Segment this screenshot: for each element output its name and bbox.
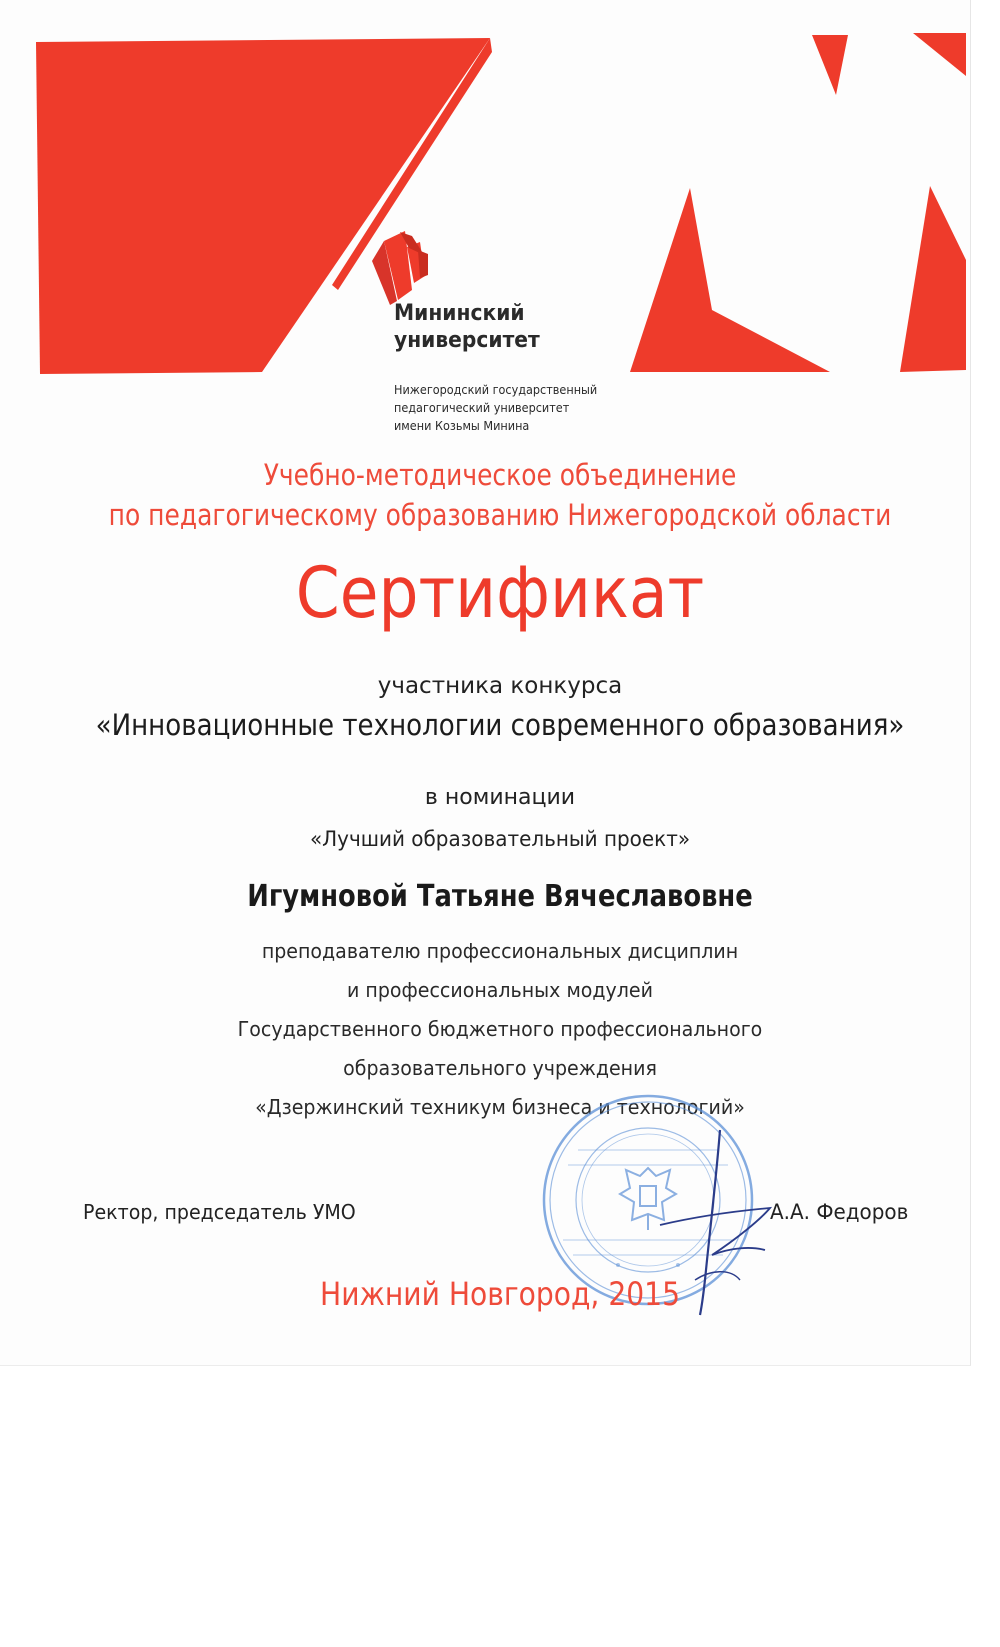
red-spike-top-1 <box>812 35 848 95</box>
recipient-name: Игумновой Татьяне Вячеславовне <box>247 879 753 914</box>
nomination-label: в номинации <box>424 785 576 810</box>
contest-name: «Инновационные технологии современного образования» <box>95 708 905 742</box>
red-banner-right <box>630 188 830 372</box>
nomination-name: «Лучший образовательный проект» <box>309 827 691 851</box>
university-logo-name: Мининский университет <box>394 301 540 353</box>
red-spike-top-2 <box>913 33 966 76</box>
certificate-title: Сертификат <box>295 552 705 634</box>
organization-line-1: Учебно-методическое объединение <box>263 458 737 492</box>
signer-role: Ректор, председатель УМО <box>83 1200 356 1224</box>
recipient-position-line: преподавателю профессиональных дисциплин <box>261 939 739 963</box>
university-logo-icon <box>372 231 428 305</box>
red-triangle-right <box>900 186 966 372</box>
recipient-position-line: «Дзержинский техникум бизнеса и технологий» <box>255 1095 745 1119</box>
place-and-year: Нижний Новгород, 2015 <box>320 1275 680 1313</box>
recipient-position-line: Государственного бюджетного профессионального <box>237 1017 763 1041</box>
organization-line-2: по педагогическому образованию Нижегородской области <box>108 498 892 532</box>
recipient-position-line: образовательного учреждения <box>343 1056 657 1080</box>
university-logo-subtitle: Нижегородский государственный педагогический университет имени Козьмы Минина <box>394 382 598 433</box>
signer-name: А.А. Федоров <box>770 1200 909 1224</box>
recipient-position-line: и профессиональных модулей <box>347 978 653 1002</box>
contest-label: участника конкурса <box>377 673 623 699</box>
